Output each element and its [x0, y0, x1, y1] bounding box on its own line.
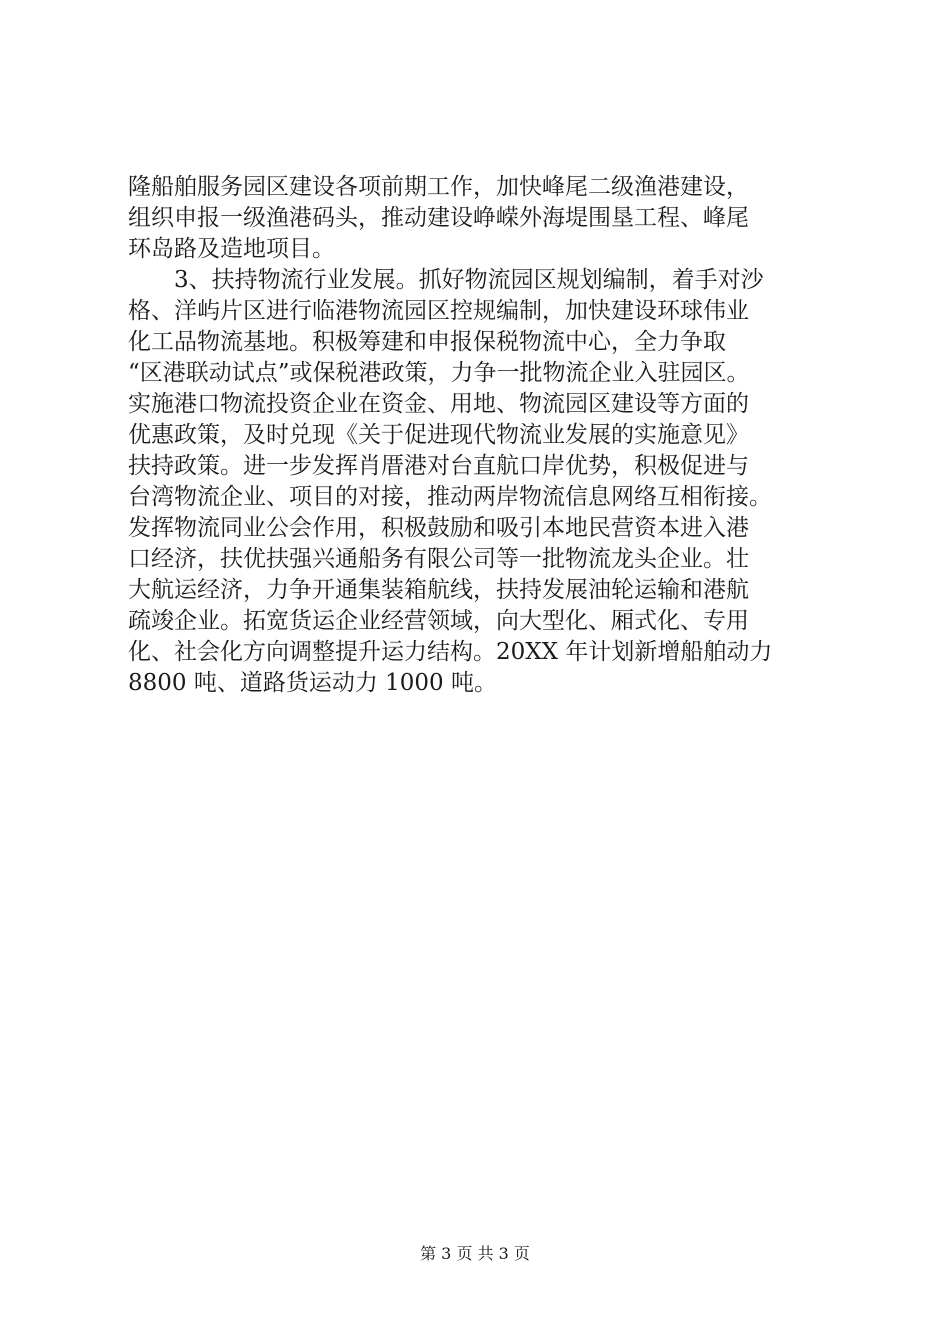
- section-heading-line: 3、扶持物流行业发展。抓好物流园区规划编制，着手对沙: [174, 267, 764, 293]
- text-line: 台湾物流企业、项目的对接，推动两岸物流信息网络互相衔接。: [128, 484, 772, 510]
- text-line: 化、社会化方向调整提升运力结构。20XX 年计划新增船舶动力: [128, 639, 773, 665]
- text-line: 化工品物流基地。积极筹建和申报保税物流中心，全力争取: [128, 329, 726, 355]
- body-text: [128, 172, 844, 699]
- text-line: 大航运经济，力争开通集装箱航线，扶持发展油轮运输和港航: [128, 577, 749, 603]
- text-line: “区港联动试点”或保税港政策，力争一批物流企业入驻园区。: [128, 360, 750, 386]
- text-line: 格、洋屿片区进行临港物流园区控规编制，加快建设环球伟业: [128, 298, 749, 324]
- text-line: 扶持政策。进一步发挥肖厝港对台直航口岸优势，积极促进与: [128, 453, 749, 479]
- text-line: 疏竣企业。拓宽货运企业经营领域，向大型化、厢式化、专用: [128, 608, 749, 634]
- text-line: 发挥物流同业公会作用，积极鼓励和吸引本地民营资本进入港: [128, 515, 749, 541]
- page-footer: [0, 1244, 950, 1264]
- page-number-label: 第 3 页 共 3 页: [420, 1244, 530, 1263]
- text-line: 优惠政策，及时兑现《关于促进现代物流业发展的实施意见》: [128, 422, 749, 448]
- text-line: 环岛路及造地项目。: [128, 236, 335, 262]
- text-line: 隆船舶服务园区建设各项前期工作，加快峰尾二级渔港建设，: [128, 174, 749, 200]
- text-line: 口经济，扶优扶强兴通船务有限公司等一批物流龙头企业。壮: [128, 546, 749, 572]
- text-line: 实施港口物流投资企业在资金、用地、物流园区建设等方面的: [128, 391, 749, 417]
- text-line: 组织申报一级渔港码头，推动建设峥嵘外海堤围垦工程、峰尾: [128, 205, 749, 231]
- text-line: 8800 吨、道路货运动力 1000 吨。: [128, 670, 497, 696]
